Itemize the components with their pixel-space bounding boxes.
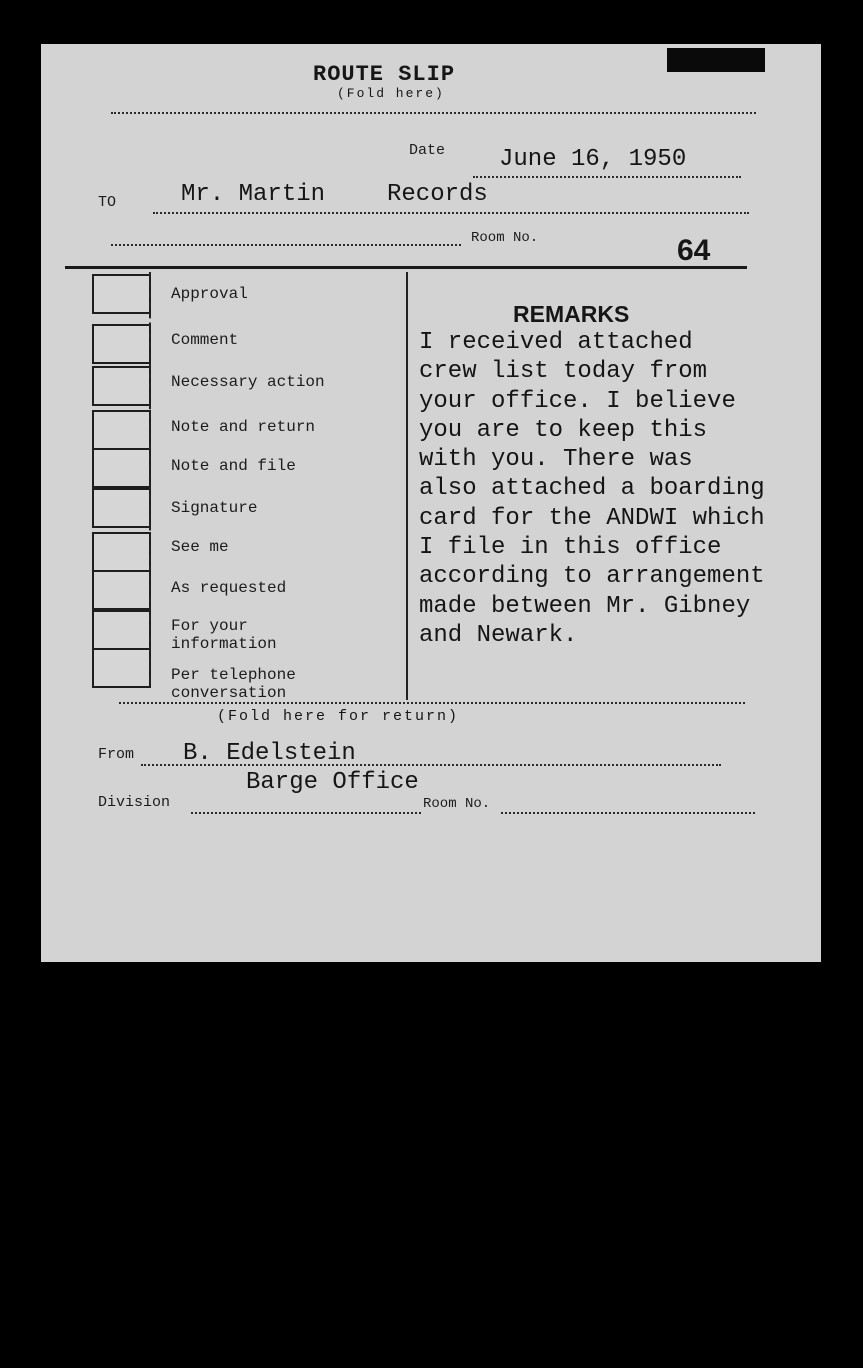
division-value: Barge Office	[246, 769, 419, 796]
division-line	[191, 812, 421, 814]
remarks-line: crew list today from	[419, 358, 708, 386]
room2-line	[501, 812, 755, 814]
checkbox-approval[interactable]	[92, 274, 151, 314]
remarks-line: I received attached	[419, 329, 693, 356]
date-label: Date	[409, 142, 446, 159]
remarks-line: also attached a boarding	[419, 475, 765, 503]
checkbox-as-requested[interactable]	[92, 570, 151, 610]
from-line	[141, 764, 721, 766]
date-line	[473, 176, 741, 178]
remarks-line: your office. I believe	[419, 387, 736, 415]
checkbox-note-and-return[interactable]	[92, 410, 151, 450]
room-line-left	[111, 244, 461, 246]
check-label-comment: Comment	[171, 331, 239, 349]
to-line	[153, 212, 749, 214]
remarks-line: card for the ANDWI which	[419, 504, 765, 532]
fold-here-label: (Fold here)	[337, 86, 445, 101]
from-label: From	[98, 746, 135, 763]
checkbox-per-telephone-conversation[interactable]	[92, 648, 151, 688]
form-title: ROUTE SLIP	[313, 62, 456, 87]
remarks-divider	[406, 272, 408, 700]
room-label: Room No.	[471, 230, 539, 246]
check-label-as-requested: As requested	[171, 579, 287, 597]
remarks-body	[419, 328, 819, 650]
checkbox-necessary-action[interactable]	[92, 366, 151, 406]
room2-label: Room No.	[423, 796, 491, 812]
to-name: Mr. Martin	[181, 181, 326, 208]
fold-line-return	[119, 702, 745, 704]
remarks-line: with you. There was	[419, 446, 693, 474]
check-label-per-telephone-conversation: Per telephone conversation	[171, 666, 296, 702]
remarks-heading: REMARKS	[513, 301, 630, 327]
remarks-line: you are to keep this	[419, 416, 708, 444]
check-label-signature: Signature	[171, 499, 258, 517]
check-label-note-and-file: Note and file	[171, 457, 296, 475]
division-label: Division	[98, 794, 171, 811]
check-label-for-your-information: For your information	[171, 617, 277, 653]
room-number: 64	[677, 234, 711, 267]
checkbox-note-and-file[interactable]	[92, 448, 151, 488]
check-label-necessary-action: Necessary action	[171, 373, 325, 391]
to-label: TO	[98, 194, 117, 211]
from-value: B. Edelstein	[183, 740, 356, 767]
checkbox-comment[interactable]	[92, 324, 151, 364]
checkbox-divider	[149, 272, 151, 682]
remarks-line: made between Mr. Gibney	[419, 592, 751, 620]
remarks-line: according to arrangement	[419, 563, 765, 591]
check-label-note-and-return: Note and return	[171, 418, 316, 436]
check-label-see-me: See me	[171, 538, 229, 556]
fold-return-label: (Fold here for return)	[217, 708, 460, 725]
fold-line-top	[111, 112, 756, 114]
checkbox-signature[interactable]	[92, 488, 151, 528]
checkbox-see-me[interactable]	[92, 532, 151, 572]
checkbox-for-your-information[interactable]	[92, 610, 151, 650]
route-slip-card	[41, 44, 821, 962]
remarks-line: I file in this office	[419, 534, 722, 562]
header-rule	[65, 266, 747, 269]
to-office: Records	[387, 181, 488, 208]
remarks-line: and Newark.	[419, 621, 578, 649]
check-label-approval: Approval	[171, 285, 248, 303]
date-value: June 16, 1950	[499, 146, 687, 173]
